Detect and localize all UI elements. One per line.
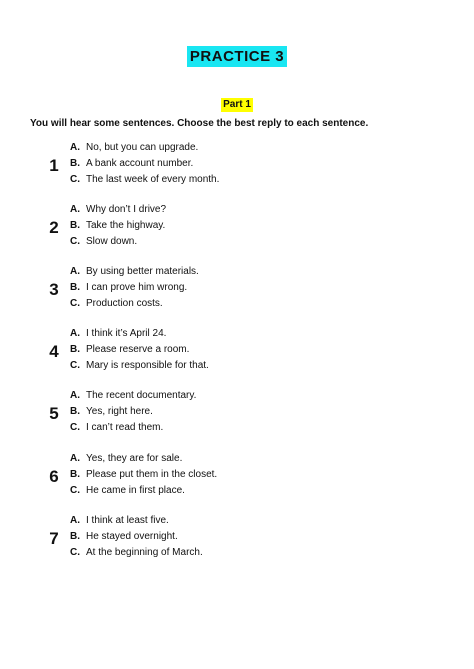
question-number: 4	[49, 341, 59, 361]
option-list	[70, 202, 166, 250]
question-3	[46, 264, 446, 316]
option-c	[70, 358, 209, 374]
option-text: A bank account number.	[86, 158, 194, 169]
question-6	[46, 451, 446, 503]
option-b	[70, 529, 203, 545]
option-text: I think it’s April 24.	[86, 328, 167, 339]
page-title: PRACTICE 3	[187, 46, 287, 67]
option-c	[70, 172, 219, 188]
question-number: 5	[49, 403, 59, 423]
question-5	[46, 388, 446, 440]
option-a	[70, 326, 209, 342]
option-letter: A.	[70, 390, 80, 401]
option-a	[70, 513, 203, 529]
question-7	[46, 513, 446, 565]
question-number: 7	[49, 528, 59, 548]
option-text: He stayed overnight.	[86, 531, 178, 542]
option-text: Please put them in the closet.	[86, 469, 218, 480]
question-number: 2	[49, 217, 59, 237]
option-text: Mary is responsible for that.	[86, 360, 209, 371]
option-letter: B.	[70, 469, 80, 480]
option-c	[70, 296, 199, 312]
option-letter: A.	[70, 204, 80, 215]
question-number: 3	[49, 279, 59, 299]
option-text: By using better materials.	[86, 266, 199, 277]
option-text: Please reserve a room.	[86, 344, 190, 355]
option-b	[70, 342, 209, 358]
option-text: He came in first place.	[86, 485, 185, 496]
option-list	[70, 140, 219, 188]
option-letter: A.	[70, 328, 80, 339]
option-letter: A.	[70, 515, 80, 526]
question-4	[46, 326, 446, 378]
option-a	[70, 202, 166, 218]
option-a	[70, 451, 217, 467]
question-1	[46, 140, 446, 192]
option-c	[70, 545, 203, 561]
option-letter: A.	[70, 266, 80, 277]
option-letter: B.	[70, 220, 80, 231]
option-b	[70, 218, 166, 234]
option-a	[70, 140, 219, 156]
option-b	[70, 156, 219, 172]
part-area	[0, 94, 474, 112]
title-area	[0, 46, 474, 67]
option-text: Production costs.	[86, 298, 163, 309]
option-letter: A.	[70, 453, 80, 464]
option-letter: C.	[70, 360, 80, 371]
option-b	[70, 404, 196, 420]
option-text: No, but you can upgrade.	[86, 142, 199, 153]
option-list	[70, 451, 217, 499]
option-text: The last week of every month.	[86, 174, 220, 185]
option-letter: B.	[70, 406, 80, 417]
option-b	[70, 280, 199, 296]
instruction-text: You will hear some sentences. Choose the best reply to each sentence.	[30, 118, 369, 129]
option-text: I think at least five.	[86, 515, 169, 526]
option-text: Yes, right here.	[86, 406, 153, 417]
option-letter: C.	[70, 298, 80, 309]
option-letter: C.	[70, 236, 80, 247]
option-text: I can prove him wrong.	[86, 282, 188, 293]
question-2	[46, 202, 446, 254]
question-number: 1	[49, 155, 59, 175]
option-text: The recent documentary.	[86, 390, 197, 401]
option-a	[70, 388, 196, 404]
option-letter: C.	[70, 547, 80, 558]
option-list	[70, 326, 209, 374]
option-letter: C.	[70, 485, 80, 496]
option-letter: B.	[70, 344, 80, 355]
option-list	[70, 264, 199, 312]
option-letter: C.	[70, 422, 80, 433]
option-text: Yes, they are for sale.	[86, 453, 183, 464]
option-a	[70, 264, 199, 280]
option-c	[70, 234, 166, 250]
question-number: 6	[49, 466, 59, 486]
option-text: Why don’t I drive?	[86, 204, 167, 215]
option-c	[70, 483, 217, 499]
option-b	[70, 467, 217, 483]
option-letter: B.	[70, 531, 80, 542]
option-text: Slow down.	[86, 236, 138, 247]
option-list	[70, 388, 196, 436]
option-c	[70, 420, 196, 436]
option-text: I can’t read them.	[86, 422, 164, 433]
option-letter: B.	[70, 158, 80, 169]
option-list	[70, 513, 203, 561]
option-text: Take the highway.	[86, 220, 166, 231]
option-letter: C.	[70, 174, 80, 185]
part-label: Part 1	[223, 99, 251, 110]
option-letter: B.	[70, 282, 80, 293]
option-letter: A.	[70, 142, 80, 153]
option-text: At the beginning of March.	[86, 547, 203, 558]
